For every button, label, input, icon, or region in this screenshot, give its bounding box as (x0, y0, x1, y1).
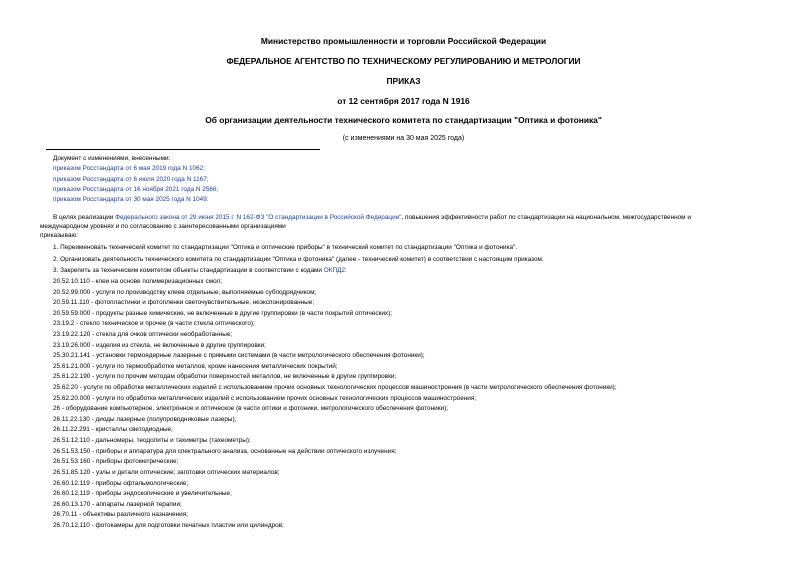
code-item: 26.11.22.130 - диоды лазерные (полупроводниковые лазеры); (53, 416, 237, 423)
preamble-rest: , повышения эффективности работ по стандартизации на национальном, межгосударственном и (401, 214, 691, 221)
code-item: 26.11.22.291 - кристаллы светодиодные; (53, 426, 173, 433)
point-3-end: : (344, 267, 347, 274)
code-item: 25.62.20 - услуги по обработке металлических изделий с использованием прочих основных технологических процессов машиностроения (в части метрологического обеспечения фотоники); (53, 384, 617, 391)
code-item: 26.51.53.160 - приборы фотометрические; (53, 458, 179, 465)
code-item: 26.51.12.110 - дальномеры, теодолиты и тахиметры (тахеометры); (53, 437, 251, 444)
code-item: 25.61.22.190 - услуги по прочим методам обработки поверхностей металлов, не включенные в другие группировки; (53, 373, 397, 380)
code-item: 25.61.21.000 - услуги по термообработке металлов, кроме нанесения металлических покрытий; (53, 363, 338, 370)
code-item: 20.59.11.110 - фотопластинки и фотопленки светочувствительные, неэкспонированные; (53, 299, 315, 306)
code-item: 26.70.11 - объективы различного назначения; (53, 511, 188, 518)
code-item: 25.62.20.000 - услуги по обработке металлических изделий с использованием прочих основных технологических процессов машиностроения; (53, 395, 477, 402)
doc-type-heading: ПРИКАЗ (386, 76, 421, 86)
date-number-heading: от 12 сентября 2017 года N 1916 (337, 96, 470, 106)
code-item: 25.30.21.141 - установки термоядерные лазерные с прямыми системами (в части метрологического обеспечения фотоники); (53, 352, 425, 359)
code-item: 26.60.12.119 - приборы офтальмологические; (53, 480, 189, 487)
agency-heading: ФЕДЕРАЛЬНОЕ АГЕНТСТВО ПО ТЕХНИЧЕСКОМУ РЕГУЛИРОВАНИЮ И МЕТРОЛОГИИ (226, 56, 581, 66)
changes-block (53, 154, 218, 205)
code-item: 20.52.10.110 - клеи на основе полимеризационных смол; (53, 278, 223, 285)
preamble-line-1 (53, 214, 691, 222)
code-item: 26.51.53.150 - приборы и аппаратура для спектрального анализа, основанные на действии оптического излучения; (53, 448, 397, 455)
code-item: 23.19.26.000 - изделия из стекла, не включенные в другие группировки; (53, 342, 266, 349)
code-item: 26 - оборудование компьютерное, электронное и оптическое (в части оптики и фотоники, метрологического обеспечения фотоники); (53, 405, 448, 412)
preamble-line-2: международном уровнях и по согласованию с заинтересованными организациями (40, 223, 286, 230)
code-item: 20.59.59.000 - продукты разные химические, не включенные в другие группировки (в части покрытий оптических); (53, 310, 393, 317)
point-3 (53, 267, 347, 275)
change-link[interactable]: приказом Росстандарта от 30 мая 2025 года N 1049. (53, 196, 209, 204)
point-1: 1. Переименовать технический комитет по стандартизации "Оптика и оптические приборы" в технический комитет по стандартизации "Оптика и фотоника". (53, 244, 518, 251)
code-item: 26.51.85.120 - узлы и детали оптические; заготовки оптических материалов; (53, 469, 280, 476)
okpd2-link[interactable]: ОКПД2 (323, 267, 345, 274)
divider (46, 149, 320, 150)
code-item: 26.60.12.119 - приборы эндоскопические и увеличительные; (53, 490, 232, 497)
preamble-start: В целях реализации (53, 214, 116, 221)
code-item: 23.19.22.120 - стекла для очков оптически необработанные; (53, 331, 233, 338)
document-title: Об организации деятельности технического комитета по стандартизации "Оптика и фотоника" (205, 115, 602, 125)
changes-intro: Документ с изменениями, внесенными: (53, 155, 171, 162)
code-item: 26.60.13.170 - аппараты лазерной терапии; (53, 501, 182, 508)
change-link[interactable]: приказом Росстандарта от 6 июля 2020 года N 1167; (53, 175, 209, 183)
code-item: 20.52.99.000 - услуги по производству клеев отдельные, выполняемые субподрядчиком; (53, 289, 317, 296)
preamble-line-3: приказываю: (40, 232, 78, 239)
code-item: 23.19.2 - стекло техническое и прочее (в части стекла оптического); (53, 320, 255, 327)
ministry-heading: Министерство промышленности и торговли Российской Федерации (260, 36, 547, 46)
code-item: 26.70.12.110 - фотокамеры для подготовки печатных пластин или цилиндров; (53, 522, 284, 529)
change-link[interactable]: приказом Росстандарта от 6 мая 2019 года N 1062; (53, 165, 205, 173)
point-2: 2. Организовать деятельность технического комитета по стандартизации "Оптика и фотоника" (далее - технический комитет) в соответствии с настоящим приказом. (53, 256, 544, 263)
point-3-text: 3. Закрепить за техническим комитетом объекты стандартизации в соответствии с кодами (53, 267, 324, 274)
law-link[interactable]: Федерального закона от 29 июня 2015 г. N 162-ФЗ "О стандартизации в Российской Федерации" (115, 214, 402, 221)
revision-note: (с изменениями на 30 мая 2025 года) (342, 135, 465, 142)
change-link[interactable]: приказом Росстандарта от 16 ноября 2021 года N 2566; (53, 185, 219, 193)
